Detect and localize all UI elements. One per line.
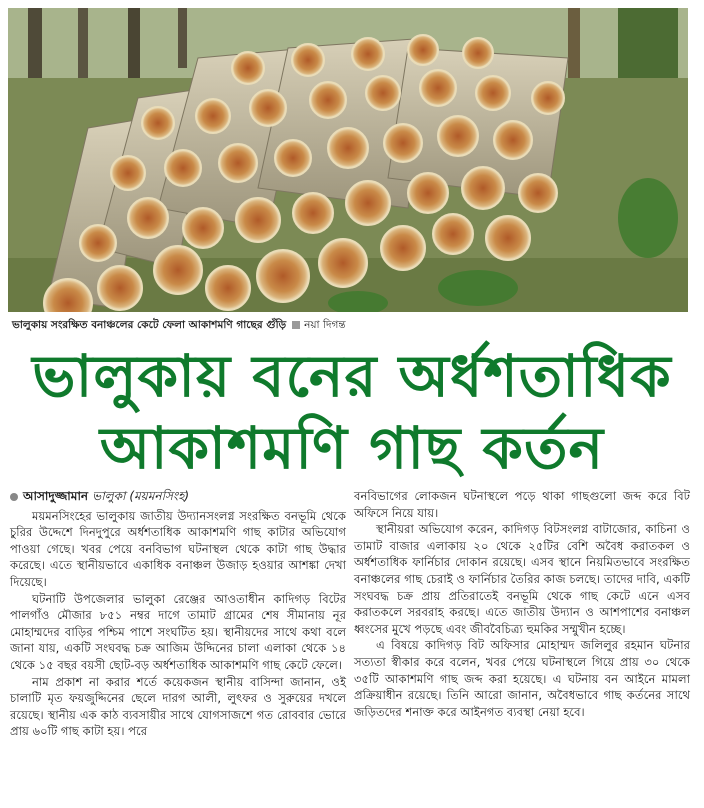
photo-caption — [12, 318, 692, 336]
headline-line-2: আকাশমণি গাছ কর্তন — [99, 414, 605, 482]
paragraph: ময়মনসিংহের ভালুকায় জাতীয় উদ্যানসংলগ্ন সংরক্ষিত বনভূমি থেকে চুরির উদ্দেশে দিনদুপুরে অর্ধশতাধিক আকাশমণি গাছ কাটার অভিযোগ পাওয়া গেছে। খবর পেয়ে বনবিভাগ ঘটনাস্থল থেকে কাটা গাছ উদ্ধার করেছে। এতে স্থানীয়ভাবে একাধিক বনাঞ্চল উজাড় হওয়ার আশঙ্কা দেখা দিয়েছে। — [10, 508, 346, 589]
bullet-icon — [10, 493, 18, 501]
article-column-right — [354, 488, 690, 720]
paragraph: স্থানীয়রা অভিযোগ করেন, কাদিগড় বিটসংলগ্ন বাটাজোর, কাচিনা ও তামাট বাজার এলাকায় ২০ থেকে ২৫টির বেশি অবৈধ করাতকল ও অর্ধশতাধিক ফার্নিচার দোকান রয়েছে। এসব স্থানে নিয়মিতভাবে সংরক্ষিত বনাঞ্চলের গাছ চেরাই ও ফার্নিচার তৈরির কাজ চলছে। তাদের দাবি, একটি সংঘবদ্ধ চক্র প্রায় প্রতিরাতেই বনভূমি থেকে গাছ কেটে এনে এসব করাতকলে সরবরাহ করছে। এতে জাতীয় উদ্যান ও আশপাশের বনাঞ্চল ধ্বংসের মুখে পড়ছে এবং জীববৈচিত্র্য হুমকির সম্মুখীন হচ্ছে। — [354, 522, 690, 636]
byline — [10, 488, 346, 505]
article-column-left — [10, 488, 346, 740]
timber-logs-photo — [8, 8, 688, 312]
paragraph: ঘটনাটি উপজেলার ভালুকা রেঞ্জের আওতাধীন কাদিগড় বিটের পালগাঁও মৌজার ৮৫১ নম্বর দাগে তামাট গ্রামের শেষ সীমানায় নূর মোহাম্মদের বাড়ির পশ্চিম পাশে সংঘটিত হয়। স্থানীয়দের সাথে কথা বলে জানা যায়, একটি সংঘবদ্ধ চক্র আজিম উদ্দিনের চালা এলাকা থেকে ১৪ থেকে ১৫ বছর বয়সী ছোট-বড় অর্ধশতাধিক আকাশমণি গাছ কেটে ফেলে। — [10, 591, 346, 672]
paragraph: এ বিষয়ে কাদিগড় বিট অফিসার মোহাম্মদ জলিলুর রহমান ঘটনার সত্যতা স্বীকার করে বলেন, খবর পেয়ে ঘটনাস্থলে গিয়ে প্রায় ৩০ থেকে ৩৫টি আকাশমণি গাছ জব্দ করা হয়েছে। এ ঘটনায় বন আইনে মামলা প্রক্রিয়াধীন রয়েছে। তিনি আরো জানান, অবৈধভাবে গাছ কর্তনের সাথে জড়িতদের শনাক্ত করে আইনগত ব্যবস্থা নেয়া হবে। — [354, 638, 690, 719]
headline-line-1: ভালুকায় বনের অর্ধশতাধিক — [32, 342, 672, 410]
photo-credit: নয়া দিগন্ত — [304, 319, 346, 331]
logs-illustration — [8, 8, 688, 312]
author-name: আসাদুজ্জামান — [23, 489, 89, 503]
caption-separator-icon — [292, 321, 300, 329]
paragraph: নাম প্রকাশ না করার শর্তে কয়েকজন স্থানীয় বাসিন্দা জানান, ওই চালাটি মৃত ফয়জুদ্দিনের ছেলে দারগ আলী, লুৎফর ও সুরুয়ের দখলে রয়েছে। স্থানীয় এক কাঠ ব্যবসায়ীর সাথে যোগসাজশে গত রোববার ভোরে প্রায় ৬০টি গাছ কাটা হয়। পরে — [10, 674, 346, 739]
caption-text: ভালুকায় সংরক্ষিত বনাঞ্চলের কেটে ফেলা আকাশমণি গাছের গুঁড়ি — [12, 319, 287, 331]
dateline-location: ভালুকা (ময়মনসিংহ) — [92, 489, 190, 503]
paragraph: বনবিভাগের লোকজন ঘটনাস্থলে পড়ে থাকা গাছগুলো জব্দ করে বিট অফিসে নিয়ে যায়। — [354, 489, 690, 520]
